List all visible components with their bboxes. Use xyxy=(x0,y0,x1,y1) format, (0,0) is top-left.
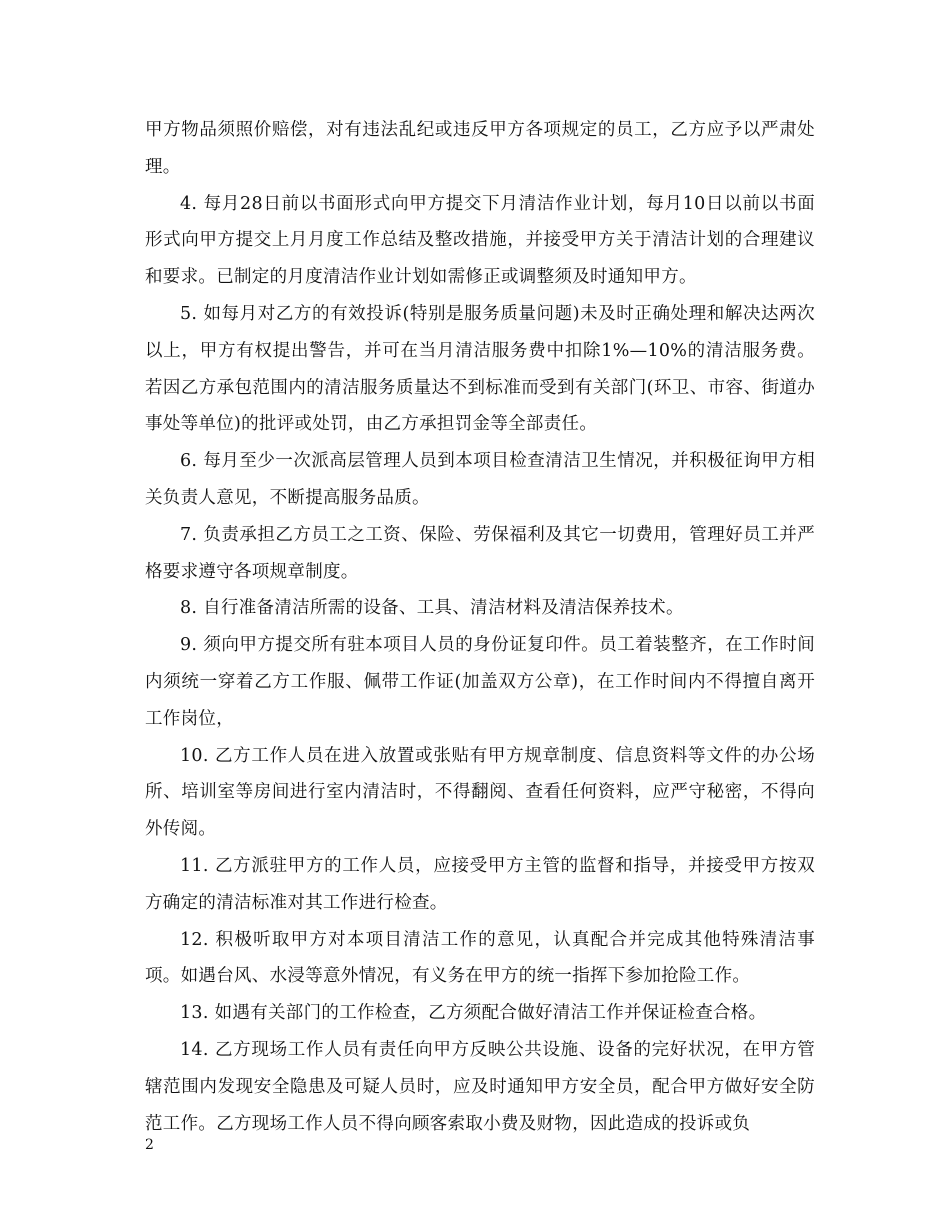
clause-5: 5. 如每月对乙方的有效投诉(特别是服务质量问题)未及时正确处理和解决达两次以上，甲方有权提出警告，并可在当月清洁服务费中扣除1%—10%的清洁服务费。若因乙方承包范围内的清洁服务质量达不到标准而受到有关部门(环卫、市容、街道办事处等单位)的批评或处罚，由乙方承担罚金等全部责任。 xyxy=(145,303,815,435)
clause-8: 8. 自行准备清洁所需的设备、工具、清洁材料及清洁保养技术。 xyxy=(180,598,684,619)
document-body xyxy=(145,112,815,1142)
page-number: 2 xyxy=(145,1137,154,1153)
clause-9: 9. 须向甲方提交所有驻本项目人员的身份证复印件。员工着装整齐，在工作时间内须统一穿着乙方工作服、佩带工作证(加盖双方公章)，在工作时间内不得擅自离开工作岗位， xyxy=(145,635,815,729)
clause-13: 13. 如遇有关部门的工作检查，乙方须配合做好清洁工作并保证检查合格。 xyxy=(180,1003,767,1024)
clause-4: 4. 每月28日前以书面形式向甲方提交下月清洁作业计划，每月10日以前以书面形式向甲方提交上月月度工作总结及整改措施，并接受甲方关于清洁计划的合理建议和要求。已制定的月度清洁作业计划如需修正或调整须及时通知甲方。 xyxy=(145,193,815,288)
clause-14: 14. 乙方现场工作人员有责任向甲方反映公共设施、设备的完好状况，在甲方管辖范围内发现安全隐患及可疑人员时，应及时通知甲方安全员，配合甲方做好安全防范工作。乙方现场工作人员不得向顾客索取小费及财物，因此造成的投诉或负 xyxy=(145,1039,815,1134)
clause-11: 11. 乙方派驻甲方的工作人员，应接受甲方主管的监督和指导，并接受甲方按双方确定的清洁标准对其工作进行检查。 xyxy=(145,855,815,913)
paragraph-continuation: 甲方物品须照价赔偿，对有违法乱纪或违反甲方各项规定的员工，乙方应予以严肃处理。 xyxy=(145,120,815,177)
clause-7: 7. 负责承担乙方员工之工资、保险、劳保福利及其它一切费用，管理好员工并严格要求遵守各项规章制度。 xyxy=(145,524,815,582)
clause-6: 6. 每月至少一次派高层管理人员到本项目检查清洁卫生情况，并积极征询甲方相关负责人意见，不断提高服务品质。 xyxy=(145,451,815,508)
clause-12: 12. 积极听取甲方对本项目清洁工作的意见，认真配合并完成其他特殊清洁事项。如遇台风、水浸等意外情况，有义务在甲方的统一指挥下参加抢险工作。 xyxy=(145,929,815,987)
clause-10: 10. 乙方工作人员在进入放置或张贴有甲方规章制度、信息资料等文件的办公场所、培训室等房间进行室内清洁时，不得翻阅、查看任何资料，应严守秘密，不得向外传阅。 xyxy=(145,745,815,840)
